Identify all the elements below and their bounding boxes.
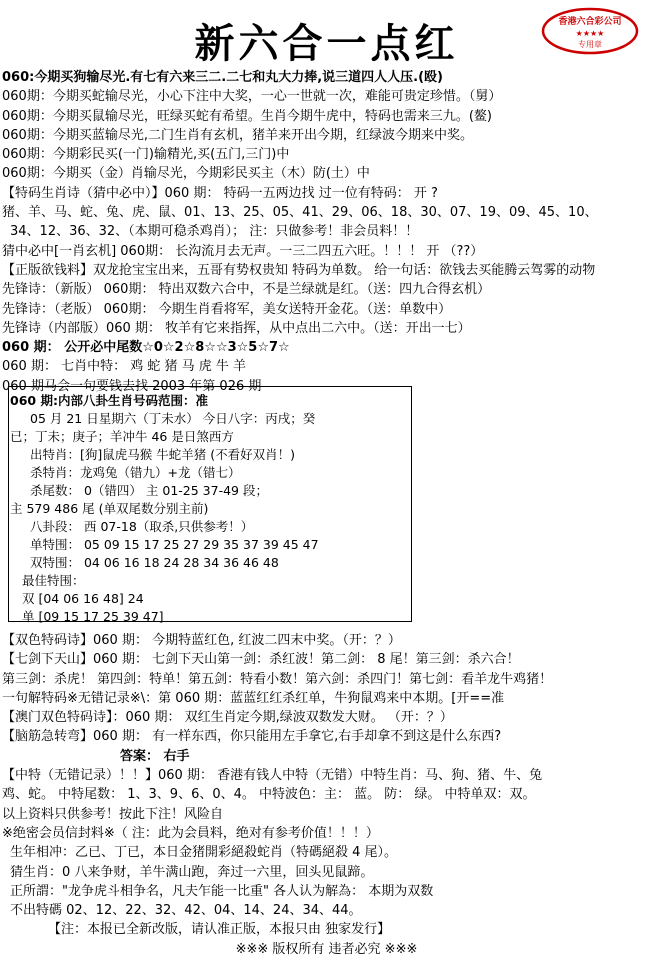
text-line: 主 579 486 尾 (单双尾数分别主前): [10, 501, 209, 516]
text-line: 【特码生肖诗（猜中必中）】060 期： 特码一五两边找 过一位有特码： 开 ?: [2, 185, 438, 201]
text-line: 【脑筋急转弯】060 期： 有一样东西，你只能用左手拿它,右手却拿不到这是什么东西?: [2, 729, 502, 745]
text-line: 双 [04 06 16 48] 24: [22, 591, 144, 606]
text-line: 05 月 21 日星期六（丁未水） 今日八字：丙戌；癸: [30, 411, 316, 426]
text-line: 060 期马会一句要钱去找 2003 年第 026 期: [2, 378, 262, 394]
lower-text-block: [0, 631, 653, 959]
footer-note: 【注：本报已全新改版，请认准正版，本报只由 独家发行】: [48, 922, 391, 938]
text-line: 34、12、36、32、（本期可稳杀鸡肖）； 注：只做参考！非会员料！！: [10, 224, 419, 240]
text-line: 已；丁未；庚子；羊冲牛 46 是日煞西方: [10, 429, 234, 444]
text-line: 060期：今期买（金）肖输尽光，今期彩民买主（木）防(土）中: [2, 166, 370, 182]
text-line: 060 期： 公开必中尾数☆0☆2☆8☆☆3☆5☆7☆: [2, 340, 290, 356]
text-line: 以上资料只供参考！按此下注！风险自: [2, 806, 224, 822]
text-line: 060 期： 七肖中特： 鸡 蛇 猪 马 虎 牛 羊: [2, 359, 247, 375]
text-line: 第三剑：杀虎！ 第四剑：特单！第五剑：特看小数！第六剑：杀四门！第七剑：看羊龙牛鸡猪！: [2, 671, 553, 687]
text-line: 猜中必中[一肖玄机] 060期： 长沟流月去无声。一三二四五六旺。！！！ 开 （??）: [2, 243, 484, 259]
text-line: 060期：今期买鼠输尽光，旺绿买蛇有希望。生肖今期牛虎中，特码也需来三九。(鳌): [2, 108, 492, 124]
text-line: 猪、羊、马、蛇、兔、虎、鼠、01、13、25、05、41、29、06、18、30、07、19、09、45、10、: [2, 205, 598, 221]
text-line: 单 [09 15 17 25 39 47]: [22, 609, 164, 624]
text-line: 最佳特围：: [22, 573, 85, 588]
text-line: 【澳门双色特码诗】：060 期： 双红生肖定今期,绿波双数发大财。 （开：？）: [2, 710, 453, 726]
text-line: 060:今期买狗输尽光.有七有六来三二.二七和丸大力捧,说三道四人人压.(殴): [2, 70, 443, 85]
text-line: 杀特肖：龙鸡兔（错九）+龙（错七）: [30, 465, 241, 480]
text-line: 杀尾数： 0（错四） 主 01-25 37-49 段；: [30, 483, 268, 498]
text-line: 八卦段： 西 07-18（取杀,只供参考！）: [30, 519, 254, 534]
copyright-line: ※※※ 版权所有 违者必究 ※※※: [235, 941, 418, 957]
text-line: 猜生肖：0 八来争财，羊牛满山跑，奔过一六里，回头见鼠蹄。: [10, 864, 374, 880]
text-line: 060期：今期买蛇输尽光，小心下注中大奖，一心一世就一次，难能可贵定珍惜。（舅）: [2, 89, 502, 105]
text-line: 双特围： 04 06 16 18 24 28 34 36 46 48: [30, 555, 279, 570]
answer-line: 答案： 右手: [120, 748, 190, 764]
text-line: 先锋诗：（老版） 060期： 今期生肖看将军，美女送特开金花。（送：单数中）: [2, 301, 452, 317]
text-line: 060期：今期买蓝输尽光,二门生肖有玄机，猪羊来开出今期，红绿波今期来中奖。: [2, 127, 473, 143]
svg-text:专用章: 专用章: [578, 40, 602, 49]
text-line: 060 期:内部八卦生肖号码范围：准: [10, 393, 208, 408]
text-line: 【双色特码诗】060 期： 今期特蓝红色, 红波二四末中奖。（开：？）: [2, 633, 401, 648]
svg-text:★★★★: ★★★★: [575, 29, 605, 38]
text-line: 先锋诗：（新版） 060期： 特出双数六合中，不是兰绿就是红。（送：四九合得玄机）: [2, 282, 491, 298]
text-line: 【七剑下天山】060 期： 七剑下天山第一剑：杀红波！第二剑： 8 尾！第三剑：杀六合！: [2, 652, 520, 668]
text-line: 060期：今期彩民买(一门)输精光,买(五门,三门)中: [2, 147, 290, 163]
upper-text-block: [0, 68, 653, 396]
inner-bagua-text: [0, 392, 430, 626]
text-line: 不出特碼 02、12、22、32、42、04、14、24、34、44。: [10, 903, 362, 919]
text-line: 【中特（无错记录）！！】060 期： 香港有钱人中特（无错）中特生肖：马、狗、猪、牛、兔: [2, 768, 543, 784]
text-line: 出特肖：[狗]鼠虎马猴 牛蛇羊猪 (不看好双肖！): [30, 447, 295, 462]
text-line: 鸡、蛇。 中特尾数： 1、3、9、6、0、4。 中特波色：主： 蓝。 防： 绿。 中特单双：双。: [2, 787, 536, 803]
svg-text:香港六合彩公司: 香港六合彩公司: [558, 17, 622, 27]
text-line: 生年相冲：乙已、丁已，本日金猪開彩絕殺蛇肖（特碼絕殺 4 尾）。: [10, 845, 398, 861]
text-line: 【正版欲钱料】双龙抢宝宝出来，五哥有势权贵知 特码为单数。 给一句话：欲钱去买能腾云驾雾的动物: [2, 262, 596, 278]
page-title: 新六合一点红: [194, 20, 459, 67]
text-line: 先锋诗（内部版）060 期： 牧羊有它来指挥，从中点出二六中。（送：开出一七）: [2, 320, 471, 336]
text-line: 正所謂："龙争虎斗相争名，凡夫乍能一比重" 各人认为解為： 本期为双数: [10, 883, 434, 899]
text-line: 一句解特码※无错记录※\：第 060 期：蓝蓝红红杀红单，牛狗鼠鸡来中本期。[开==准: [2, 690, 505, 706]
text-line: 单特围： 05 09 15 17 25 27 29 35 37 39 45 47: [30, 537, 319, 552]
company-seal: [540, 6, 640, 56]
text-line: ※绝密会员信封料※（ 注：此为会員料，绝对有参考价值！！！）: [2, 825, 379, 841]
